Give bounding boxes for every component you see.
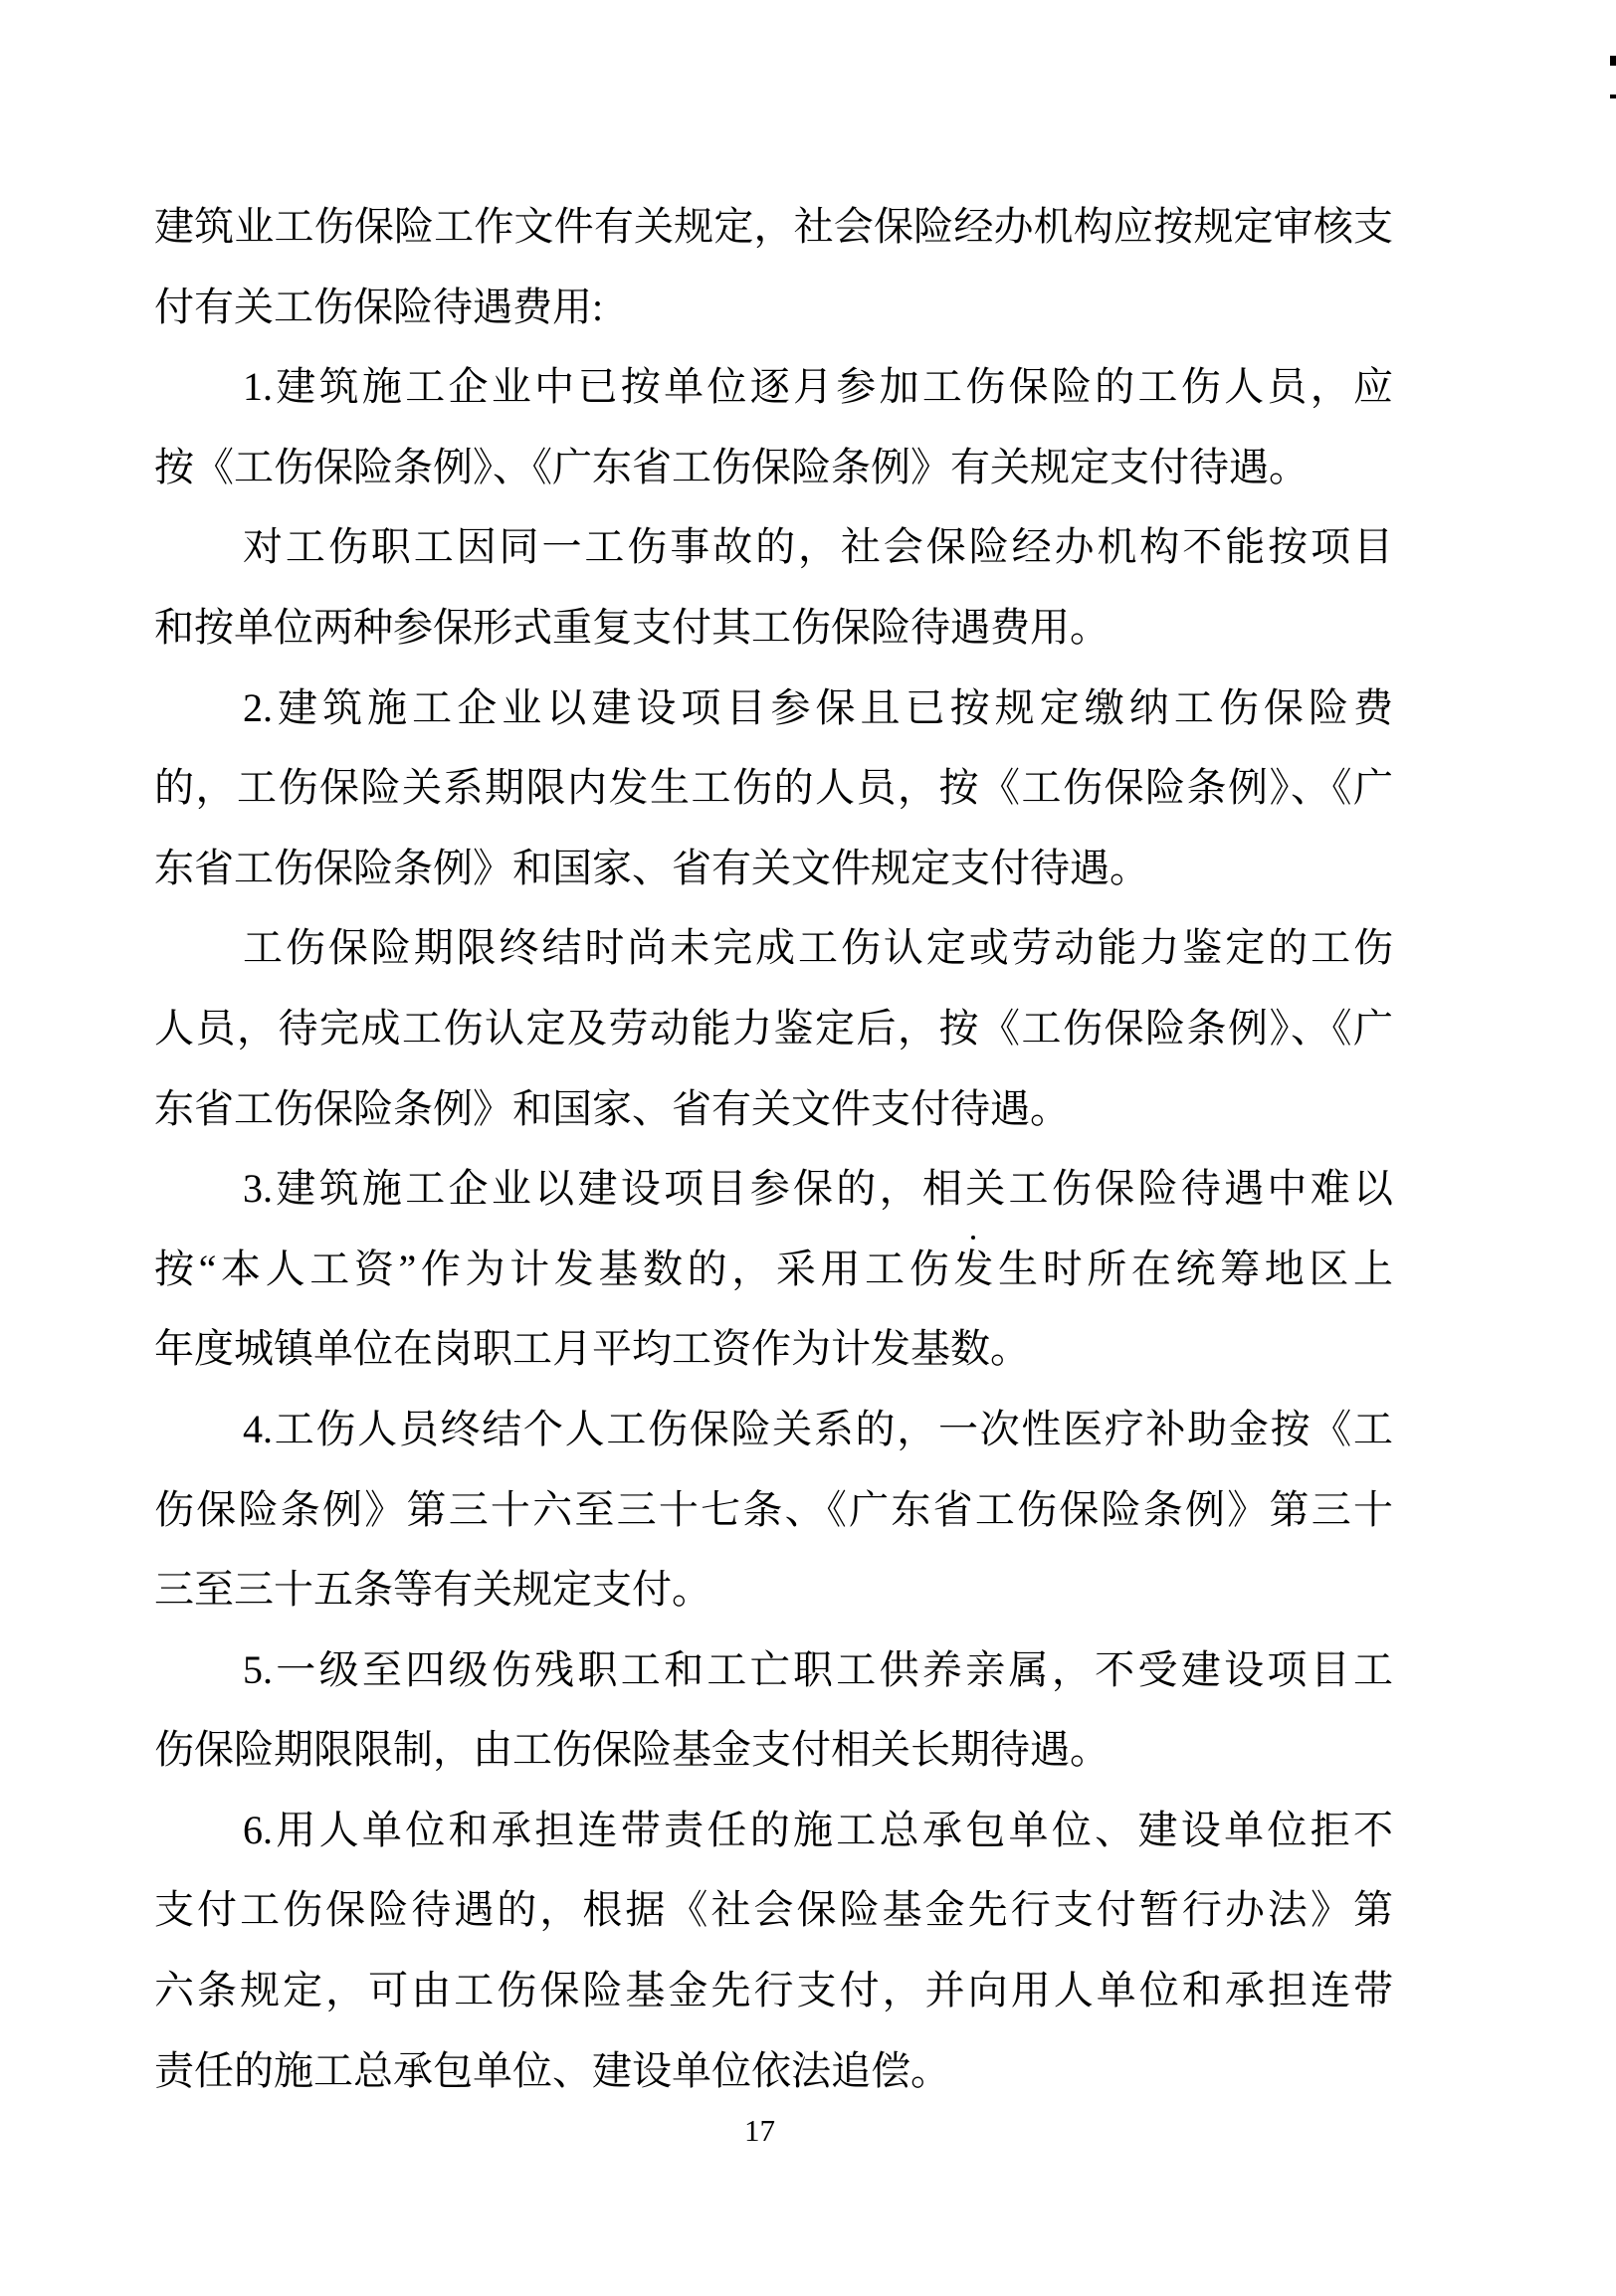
text-line: 人员，待完成工伤认定及劳动能力鉴定后，按《工伤保险条例》、《广	[154, 1005, 1393, 1051]
text-line: 六条规定，可由工伤保险基金先行支付，并向用人单位和承担连带	[154, 1968, 1393, 2013]
text-line: 东省工伤保险条例》和国家、省有关文件规定支付待遇。	[154, 845, 1149, 890]
text-line: 建筑业工伤保险工作文件有关规定，社会保险经办机构应按规定审核支	[154, 204, 1393, 249]
text-line: 2.建筑施工企业以建设项目参保且已按规定缴纳工伤保险费	[243, 684, 1393, 730]
text-line: 3.建筑施工企业以建设项目参保的，相关工伤保险待遇中难以	[243, 1166, 1393, 1212]
text-block	[154, 187, 1393, 2111]
page-number: 17	[744, 2113, 775, 2148]
text-line: 4.工伤人员终结个人工伤保险关系的，一次性医疗补助金按《工	[243, 1406, 1393, 1451]
scan-artifact-speck	[971, 1236, 975, 1240]
text-line: 东省工伤保险条例》和国家、省有关文件支付待遇。	[154, 1085, 1070, 1131]
text-line: 工伤保险期限终结时尚未完成工伤认定或劳动能力鉴定的工伤	[243, 925, 1393, 971]
text-line: 付有关工伤保险待遇费用:	[154, 284, 604, 329]
scan-artifact-dash	[1610, 95, 1616, 98]
text-line: 按“本人工资”作为计发基数的，采用工伤发生时所在统筹地区上	[154, 1245, 1393, 1291]
text-line: 责任的施工总承包单位、建设单位依法追偿。	[154, 2047, 950, 2093]
text-line: 5.一级至四级伤残职工和工亡职工供养亲属，不受建设项目工	[243, 1646, 1393, 1692]
text-line: 和按单位两种参保形式重复支付其工伤保险待遇费用。	[154, 604, 1110, 650]
text-line: 伤保险条例》第三十六至三十七条、《广东省工伤保险条例》第三十	[154, 1486, 1393, 1532]
text-line: 对工伤职工因同一工伤事故的，社会保险经办机构不能按项目	[243, 524, 1393, 570]
scan-artifact-dot	[1610, 56, 1616, 66]
text-line: 支付工伤保险待遇的，根据《社会保险基金先行支付暂行办法》第	[154, 1887, 1393, 1933]
text-line: 1.建筑施工企业中已按单位逐月参加工伤保险的工伤人员，应	[243, 364, 1393, 410]
text-line: 三至三十五条等有关规定支付。	[154, 1567, 711, 1613]
text-line: 按《工伤保险条例》、《广东省工伤保险条例》有关规定支付待遇。	[154, 444, 1309, 489]
text-line: 伤保险期限限制，由工伤保险基金支付相关长期待遇。	[154, 1727, 1110, 1773]
text-line: 的，工伤保险关系期限内发生工伤的人员，按《工伤保险条例》、《广	[154, 765, 1393, 811]
text-line: 年度城镇单位在岗职工月平均工资作为计发基数。	[154, 1326, 1030, 1372]
text-line: 6.用人单位和承担连带责任的施工总承包单位、建设单位拒不	[243, 1807, 1393, 1852]
